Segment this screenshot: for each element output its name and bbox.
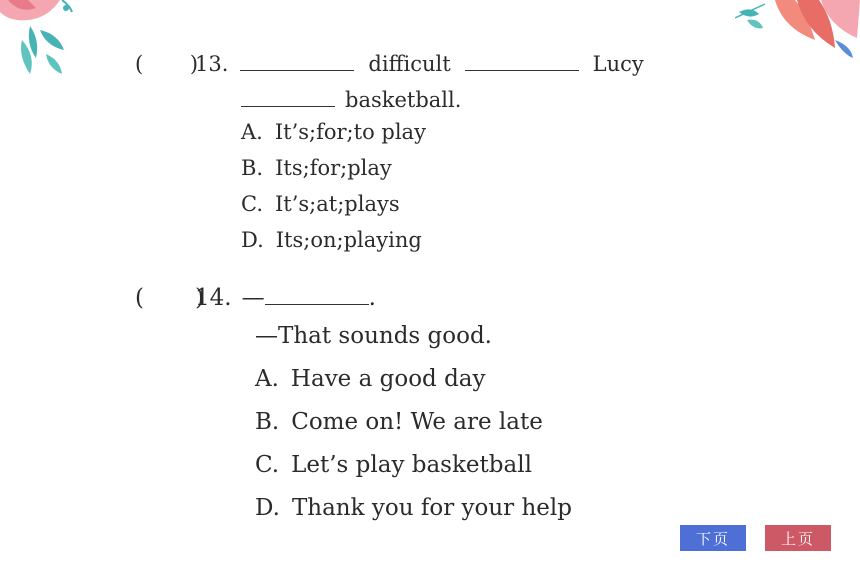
option-c [135,452,572,495]
option-b [135,156,644,192]
previous-page-button[interactable]: 上页 [765,525,831,551]
answer-parentheses: ( ) [135,52,199,77]
option-text: Come on! We are late [291,409,543,435]
option-text: Its;on;playing [275,228,422,252]
floral-decoration-right-icon [735,0,860,60]
question-13-stem-line-2 [135,84,644,120]
option-text: Thank you for your help [291,495,572,521]
floral-decoration-left-icon [0,0,95,80]
option-letter: C. [241,192,263,216]
answer-parentheses: ( ) [135,285,205,312]
option-letter: B. [241,156,264,180]
stem-period: . [368,285,376,312]
option-d [135,228,644,264]
reply-text: —That sounds good. [255,323,492,349]
answer-blank [265,280,369,305]
answer-blank [241,84,335,107]
option-letter: D. [241,228,264,252]
question-13-stem [135,48,644,84]
option-letter: A. [255,366,279,392]
option-a [135,366,572,409]
option-letter: A. [241,120,263,144]
dialogue-reply [135,323,572,366]
question-14 [135,280,572,538]
question-13 [135,48,644,264]
answer-blank [240,48,354,71]
stem-word: difficult [368,52,451,77]
question-number: 13. [195,52,229,77]
question-number: 14. [195,285,232,312]
option-letter: D. [255,495,280,521]
stem-word: basketball. [345,88,462,113]
option-text: It’s;for;to play [274,120,426,144]
option-letter: C. [255,452,280,478]
option-text: Its;for;play [275,156,392,180]
option-text: Let’s play basketball [291,452,532,478]
question-14-stem [135,280,572,323]
option-text: Have a good day [290,366,486,392]
option-b [135,409,572,452]
option-d [135,495,572,538]
next-page-button[interactable]: 下页 [680,525,746,551]
dialogue-dash: — [241,285,265,312]
option-text: It’s;at;plays [275,192,400,216]
answer-blank [465,48,579,71]
option-letter: B. [255,409,280,435]
option-a [135,120,644,156]
option-c [135,192,644,228]
stem-word: Lucy [592,52,644,77]
